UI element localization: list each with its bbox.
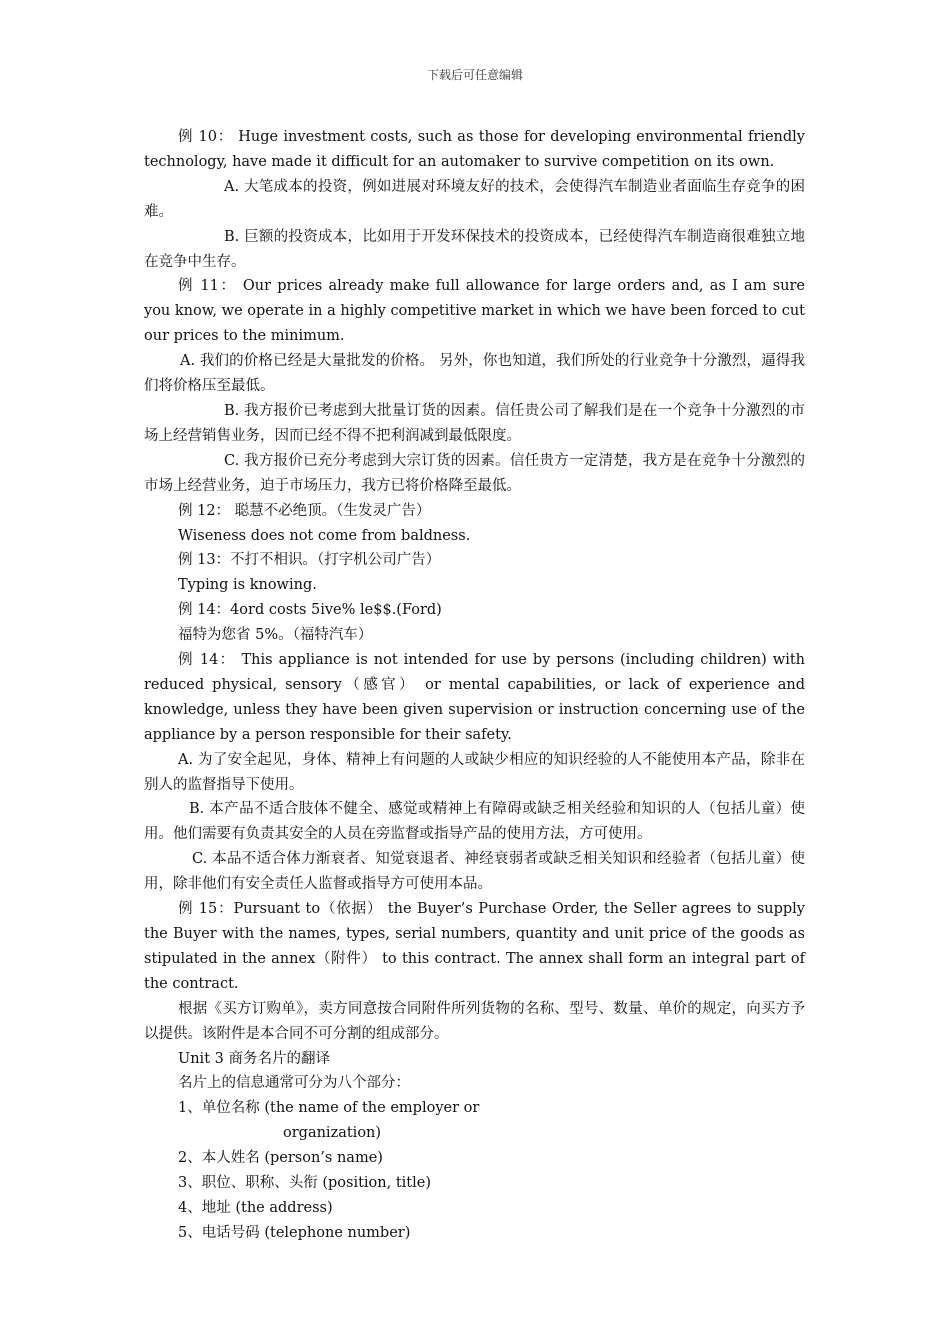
- example-10-option-a: A. 大笔成本的投资，例如进展对环境友好的技术，会使得汽车制造业者面临生存竞争的困难。: [144, 178, 805, 220]
- list-item: [144, 1146, 805, 1171]
- example-15-english: 例 15：Pursuant to（依据） the Buyer’s Purchase Order, the Seller agrees to supply the Buyer with the names, types, serial numbers, quantity and unit price of the goods as stipulated in the annex（附件） to this contract. The annex shall form an integral part of the contract.: [144, 901, 805, 992]
- list-item-continuation: organization): [283, 1125, 382, 1142]
- example-14b-option-b: B. 本产品不适合肢体不健全、感觉或精神上有障碍或缺乏相关经验和知识的人（包括儿童）使用。他们需要有负责其安全的人员在旁监督或指导产品的使用方法，方可使用。: [144, 801, 805, 843]
- example-14-english: 例 14：4ord costs 5ive% le$$.(Ford): [178, 602, 442, 619]
- list-item: [144, 1196, 805, 1221]
- list-text: 地址 (the address): [201, 1199, 333, 1216]
- page-header: 下载后可任意编辑: [426, 68, 523, 82]
- list-item: [144, 1171, 805, 1196]
- list-number: 4、: [178, 1199, 202, 1216]
- list-item: [144, 1096, 805, 1121]
- list-number: 2、: [178, 1150, 202, 1167]
- list-text: 单位名称 (the name of the employer or: [201, 1100, 480, 1117]
- list-item: [144, 1221, 805, 1246]
- example-12-english: Wiseness does not come from baldness.: [178, 527, 471, 544]
- example-13-chinese: 例 13：不打不相识。（打字机公司广告）: [178, 552, 441, 569]
- document-body: [144, 125, 805, 1246]
- example-14-chinese: 福特为您省 5%。（福特汽车）: [178, 627, 373, 644]
- example-13-english: Typing is knowing.: [178, 577, 317, 594]
- list-text: 职位、职称、头衔 (position, title): [201, 1175, 432, 1192]
- example-14b-option-c: C. 本品不适合体力渐衰者、知觉衰退者、神经衰弱者或缺乏相关知识和经验者（包括儿童）使用，除非他们有安全责任人监督或指导方可使用本品。: [144, 851, 805, 893]
- example-14b-option-a: A. 为了安全起见，身体、精神上有问题的人或缺少相应的知识经验的人不能使用本产品，除非在别人的监督指导下使用。: [144, 751, 805, 793]
- example-11-option-a: A. 我们的价格已经是大量批发的价格。 另外，你也知道，我们所处的行业竞争十分激烈，逼得我们将价格压至最低。: [144, 353, 805, 395]
- example-12-chinese: 例 12： 聪慧不必绝顶。（生发灵广告）: [178, 502, 431, 519]
- list-text: 本人姓名 (person’s name): [201, 1150, 383, 1167]
- example-10-option-b: B. 巨额的投资成本，比如用于开发环保技术的投资成本，已经使得汽车制造商很难独立地在竞争中生存。: [144, 228, 805, 270]
- list-number: 1、: [178, 1100, 202, 1117]
- example-11-option-c: C. 我方报价已充分考虑到大宗订货的因素。信任贵方一定清楚，我方是在竞争十分激烈的市场上经营业务，迫于市场压力，我方已将价格降至最低。: [144, 452, 805, 494]
- example-11-option-b: B. 我方报价已考虑到大批量订货的因素。信任贵公司了解我们是在一个竞争十分激烈的市场上经营销售业务，因而已经不得不把利润减到最低限度。: [144, 402, 805, 444]
- unit-3-heading: Unit 3 商务名片的翻译: [178, 1050, 330, 1067]
- list-number: 3、: [178, 1175, 202, 1192]
- example-15-chinese: 根据《买方订购单》，卖方同意按合同附件所列货物的名称、型号、数量、单价的规定，向买方予以提供。该附件是本合同不可分割的组成部分。: [144, 1000, 805, 1042]
- example-11-english: 例 11： Our prices already make full allowance for large orders and, as I am sure you know, we operate in a highly competitive market in which we have been forced to cut our prices to the minimum.: [144, 278, 805, 345]
- list-text: 电话号码 (telephone number): [201, 1224, 411, 1241]
- list-number: 5、: [178, 1224, 202, 1241]
- example-14b-english: 例 14： This appliance is not intended for use by persons (including children) with reduced physical, sensory（感官） or mental capabilities, or lack of experience and knowledge, unless they have been given supervision or instruction concerning use of the appliance by a person responsible for their safety.: [144, 652, 805, 743]
- example-10-english: 例 10： Huge investment costs, such as those for developing environmental friendly technology, have made it difficult for an automaker to survive competition on its own.: [144, 129, 805, 170]
- card-info-intro: 名片上的信息通常可分为八个部分：: [178, 1075, 410, 1092]
